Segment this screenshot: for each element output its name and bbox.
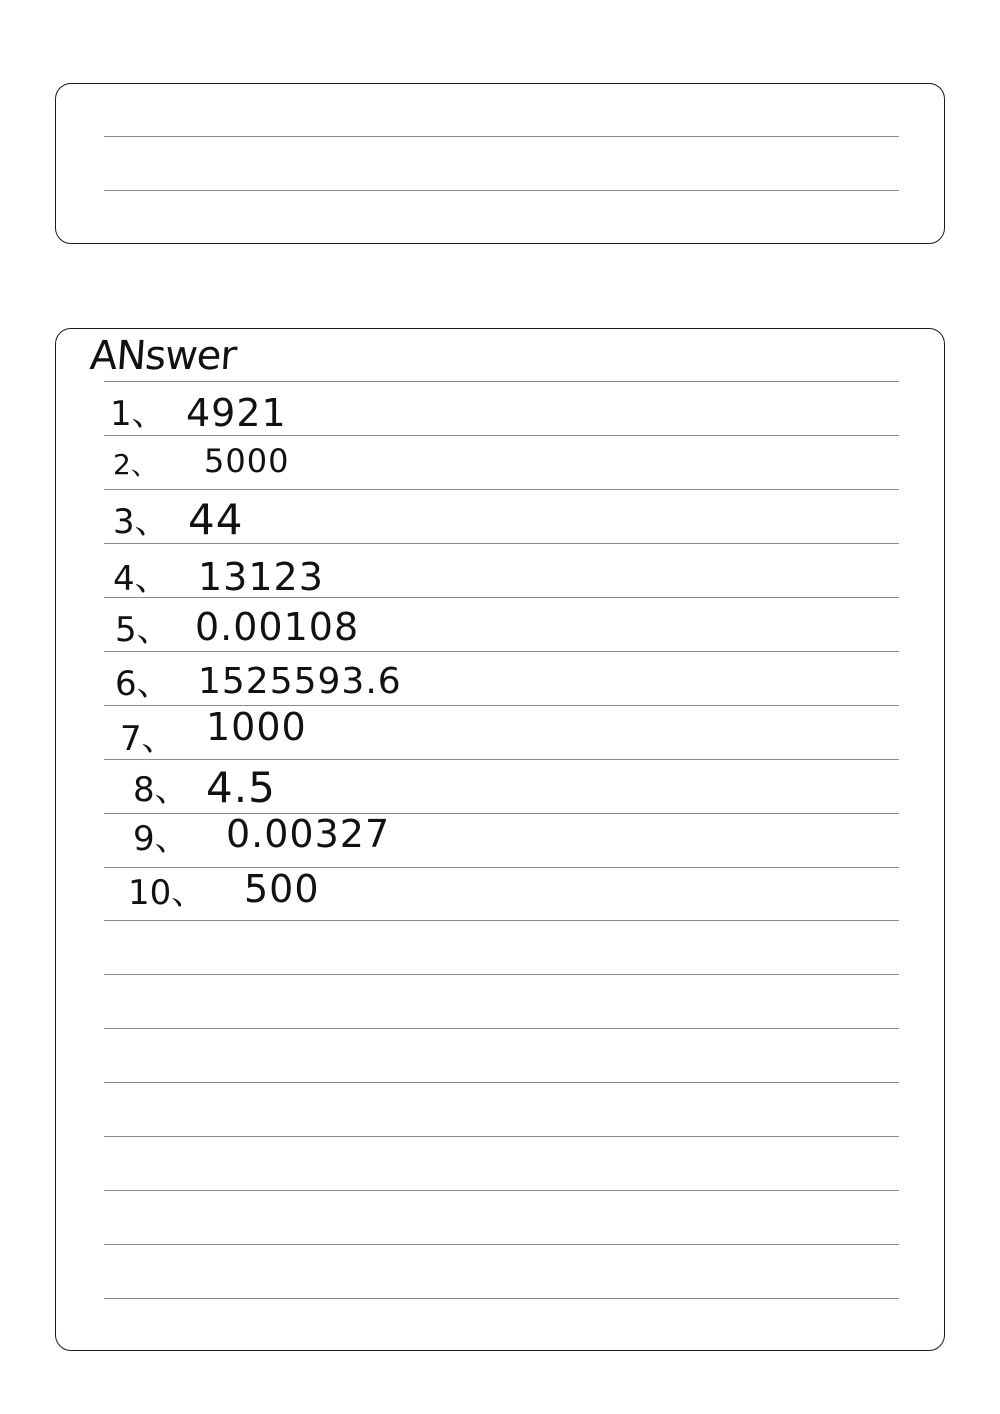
answer-number: 2、: [113, 448, 159, 481]
answer-number: 10、: [128, 873, 206, 913]
ruled-line: [104, 651, 899, 652]
ruled-line: [104, 489, 899, 490]
answer-value: 13123: [198, 555, 324, 599]
answer-value: 4921: [186, 391, 287, 435]
ruled-line: [104, 1082, 899, 1083]
answer-value: 1000: [206, 705, 307, 749]
ruled-line: [104, 381, 899, 382]
answer-value: 0.00327: [226, 812, 391, 856]
ruled-line: [104, 920, 899, 921]
answer-number: 4、: [113, 559, 169, 599]
ruled-line: [104, 867, 899, 868]
answer-value: 500: [244, 867, 320, 911]
ruled-line: [104, 1028, 899, 1029]
ruled-line: [104, 1298, 899, 1299]
answer-value: 0.00108: [195, 605, 360, 649]
answer-number: 8、: [133, 770, 189, 810]
answer-number: 3、: [113, 502, 169, 542]
ruled-line: [104, 813, 899, 814]
answer-value: 5000: [204, 442, 290, 480]
answer-number: 5、: [115, 610, 171, 650]
answer-number: 7、: [120, 719, 176, 759]
top-writing-box: [55, 83, 945, 244]
answer-number: 6、: [115, 664, 171, 704]
answer-value: 44: [188, 495, 244, 544]
answer-value: 4.5: [206, 763, 276, 812]
ruled-line: [104, 1136, 899, 1137]
answer-number: 9、: [133, 819, 189, 859]
ruled-line: [104, 136, 899, 137]
ruled-line: [104, 190, 899, 191]
ruled-line: [104, 435, 899, 436]
ruled-line: [104, 974, 899, 975]
answer-number: 1、: [110, 394, 166, 434]
answer-heading: ANswer: [88, 333, 238, 379]
ruled-line: [104, 759, 899, 760]
ruled-line: [104, 1244, 899, 1245]
ruled-line: [104, 1190, 899, 1191]
answer-value: 1525593.6: [198, 661, 402, 702]
